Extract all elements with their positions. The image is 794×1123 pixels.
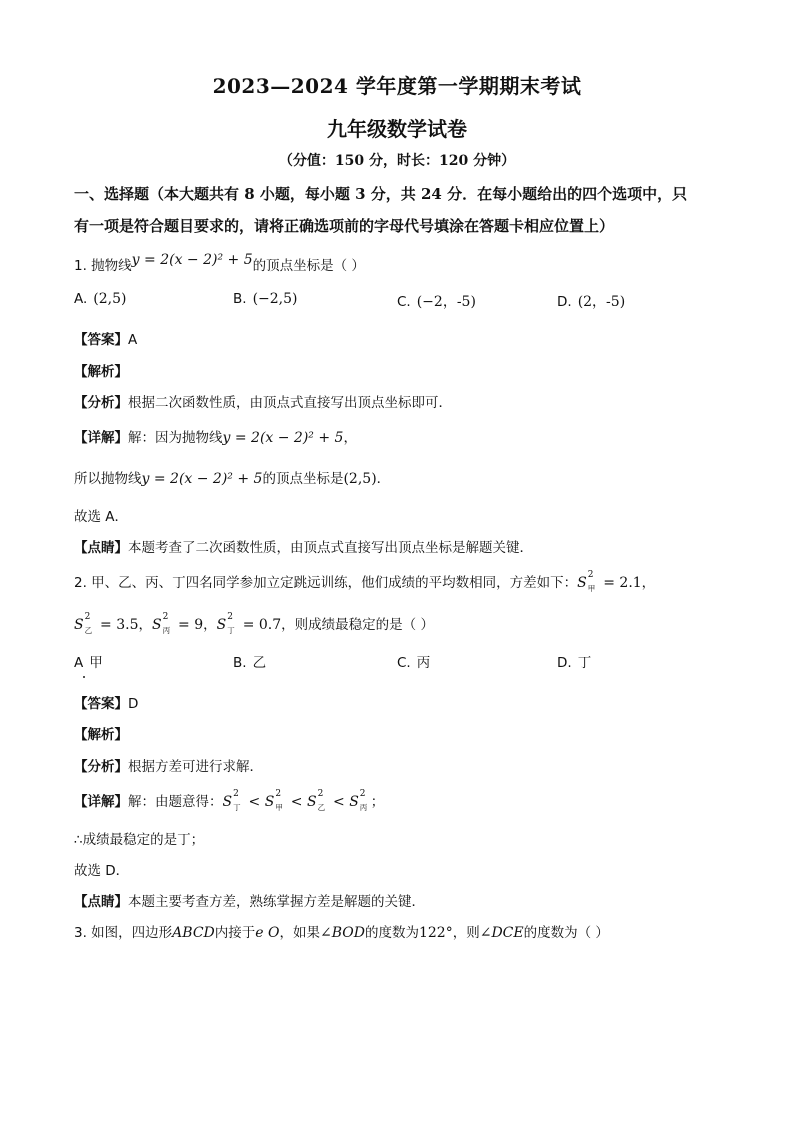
q1-option-d: D. (2，-5): [557, 294, 626, 310]
q2-var-bing: S 2 丙 = 9: [152, 612, 204, 635]
q1-prefix: 1. 抛物线: [74, 258, 132, 274]
q2-option-d: D. 丁: [557, 655, 592, 671]
q2-fenxi: 【分析】根据方差可进行求解．: [74, 759, 263, 775]
q2-option-a: A 甲: [74, 655, 103, 671]
q1-option-c: C. (−2，-5): [397, 294, 476, 310]
section-heading: [74, 178, 724, 242]
question-2-stem-line1: 2. 甲、乙、丙、丁四名同学参加立定跳远训练，他们成绩的平均数相同，方差如下：S 2 甲 = 2.1，: [74, 570, 656, 593]
question-2-stem-line2: S 2 乙 = 3.5，S 2 丙 = 9，S 2 丁 = 0.7，则成绩最稳定的是（ ）: [74, 612, 434, 635]
q1-fenxi: 【分析】根据二次函数性质，由顶点式直接写出顶点坐标即可．: [74, 395, 452, 411]
q2-option-c: C. 丙: [397, 655, 431, 671]
q2-choose: 故选 D．: [74, 863, 130, 879]
q2-option-b: B. 乙: [233, 655, 267, 671]
question-1-stem: [74, 254, 365, 274]
question-3-stem: 3. 如图，四边形ABCD内接于e O，如果∠BOD的度数为122°，则∠DCE的度数为（ ）: [74, 925, 609, 941]
q2-var-ding: S 2 丁 = 0.7: [216, 612, 282, 635]
exam-title: 2023—2024 学年度第一学期期末考试: [212, 74, 582, 98]
q1-suffix: 的顶点坐标是（ ）: [252, 258, 365, 274]
q2-answer: 【答案】D: [74, 696, 139, 712]
q1-formula: y = 2(x − 2)² + 5: [131, 252, 253, 268]
q2-var-yi: S 2 乙 = 3.5: [74, 612, 139, 635]
q1-analysis-label: 【解析】: [74, 364, 128, 380]
q2-comment: 【点睛】本题主要考查方差，熟练掌握方差是解题的关键．: [74, 894, 425, 910]
q1-comment: 【点睛】本题考查了二次函数性质，由顶点式直接写出顶点坐标是解题关键．: [74, 540, 533, 556]
section-heading-line1: 一、选择题（本大题共有 8 小题，每小题 3 分，共 24 分．在每小题给出的四个选项中，只: [74, 185, 688, 203]
exam-subtitle: 九年级数学试卷: [327, 117, 467, 141]
q2-detail: 【详解】解：由题意得：S 2 丁 < S 2 甲 < S 2 乙 < S 2 丙 ；: [74, 789, 385, 812]
q1-choose: 故选 A．: [74, 509, 129, 525]
q1-option-b: B. (−2,5): [233, 291, 298, 307]
q2-var-jia: S 2 甲 = 2.1: [577, 570, 642, 593]
q1-detail: 【详解】解：因为抛物线y = 2(x − 2)² + 5，: [74, 430, 357, 446]
q2-therefore: ∴成绩最稳定的是丁；: [74, 832, 205, 848]
q2-analysis-label: 【解析】: [74, 727, 128, 743]
section-heading-line2: 有一项是符合题目要求的，请将正确选项前的字母代号填涂在答题卡相应位置上）: [74, 217, 615, 235]
exam-meta: （分值：150 分，时长：120 分钟）: [278, 153, 516, 169]
q1-answer: 【答案】A: [74, 332, 138, 348]
q1-conclusion: 所以抛物线y = 2(x − 2)² + 5的顶点坐标是(2,5)．: [74, 471, 391, 487]
stray-dot: [83, 676, 85, 678]
q1-option-a: A. (2,5): [74, 291, 127, 307]
q2-inequality: S 2 丁 < S 2 甲 < S 2 乙 < S 2 丙: [222, 789, 368, 812]
